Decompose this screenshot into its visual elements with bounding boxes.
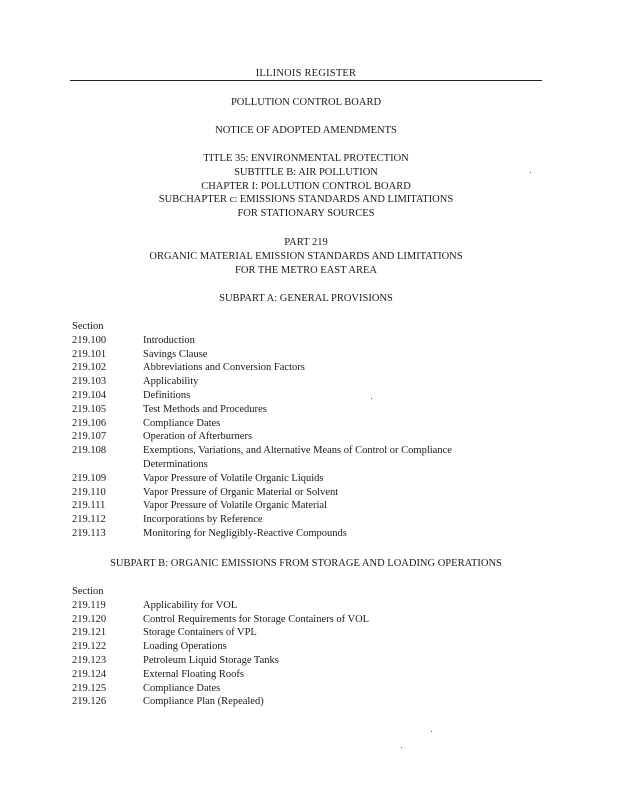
section-number: 219.124 [72,668,107,680]
part-number: PART 219 [284,237,328,248]
title-line: TITLE 35: ENVIRONMENTAL PROTECTION [203,153,409,164]
section-number: 219.109 [72,472,107,484]
section-row [72,513,542,527]
section-row [72,375,542,389]
section-row [72,695,542,709]
section-row [72,361,542,375]
section-title: Savings Clause [143,348,208,360]
subpart-b-section-list [72,585,542,709]
section-row [72,389,542,403]
section-number: 219.107 [72,431,107,443]
section-row [72,417,542,431]
section-label: Section [72,586,104,597]
section-row [72,682,542,696]
section-row [72,430,542,444]
section-number: 219.122 [72,641,107,653]
section-number: 219.106 [72,417,107,429]
title-heading-block [70,152,542,221]
subchapter-line-1: SUBCHAPTER c: EMISSIONS STANDARDS AND LIMITATIONS [158,194,454,206]
part-title-line-2: FOR THE METRO EAST AREA [235,264,377,276]
section-title: Incorporations by Reference [143,514,263,526]
subchapter-line-2: FOR STATIONARY SOURCES [237,208,375,220]
subtitle-line: SUBTITLE B: AIR POLLUTION [234,166,378,178]
scan-speck [371,398,372,399]
section-title: Compliance Dates [143,682,221,694]
section-number: 219.105 [72,403,107,415]
section-row [72,613,542,627]
section-title: Petroleum Liquid Storage Tanks [143,654,279,666]
section-title: Monitoring for Negligibly-Reactive Compounds [143,527,347,539]
section-title: Vapor Pressure of Organic Material or Solvent [143,486,339,498]
section-number: 219.104 [72,389,107,401]
section-number: 219.103 [72,376,107,388]
section-number: 219.123 [72,654,107,666]
section-number: 219.119 [72,599,106,611]
section-title: Exemptions, Variations, and Alternative Means of Control or Compliance [143,445,452,457]
section-number: 219.126 [72,696,107,708]
subpart-a-rows [72,334,542,541]
section-row [72,640,542,654]
section-row [72,472,542,486]
section-number: 219.101 [72,348,107,360]
section-row [72,444,542,458]
section-title: Introduction [143,334,195,346]
section-number: 219.120 [72,613,107,625]
section-title: Compliance Dates [143,417,221,429]
subpart-a-title: SUBPART A: GENERAL PROVISIONS [219,293,393,304]
section-number: 219.110 [72,486,106,498]
chapter-line: CHAPTER I: POLLUTION CONTROL BOARD [201,180,411,192]
section-title: Compliance Plan (Repealed) [143,696,264,708]
section-row [72,626,542,640]
section-title-continuation: Determinations [143,458,208,470]
subpart-b-title: SUBPART B: ORGANIC EMISSIONS FROM STORAGE AND LOADING OPERATIONS [110,558,502,569]
section-title: Storage Containers of VPL [143,627,257,639]
subpart-a-heading [70,292,542,306]
notice-type: NOTICE OF ADOPTED AMENDMENTS [215,125,397,136]
part-heading-block [70,236,542,277]
section-title: Operation of Afterburners [143,431,253,443]
section-title: Loading Operations [143,641,227,653]
scan-speck [431,731,432,732]
section-title: Test Methods and Procedures [143,403,267,415]
section-row [72,668,542,682]
section-row [72,654,542,668]
section-row [72,348,542,362]
part-title-line-1: ORGANIC MATERIAL EMISSION STANDARDS AND LIMITATIONS [149,250,463,262]
section-row [72,486,542,500]
notice-type-block [70,124,542,138]
section-title: Vapor Pressure of Volatile Organic Liquids [143,472,324,484]
section-number: 219.100 [72,334,107,346]
notice-board [70,96,542,110]
section-row [72,403,542,417]
section-row [72,599,542,613]
section-row [72,527,542,541]
section-number: 219.111 [72,500,106,512]
section-title: External Floating Roofs [143,668,244,680]
section-title: Applicability [143,376,199,388]
scan-speck [401,747,402,748]
section-label: Section [72,321,104,332]
subpart-b-heading [70,557,542,571]
section-title: Vapor Pressure of Volatile Organic Material [143,500,327,512]
section-title: Abbreviations and Conversion Factors [143,362,305,374]
section-number: 219.121 [72,627,107,639]
section-number: 219.102 [72,362,107,374]
section-number: 219.112 [72,514,106,526]
section-row [72,499,542,513]
section-number: 219.125 [72,682,107,694]
board-name: POLLUTION CONTROL BOARD [230,97,382,108]
subpart-a-section-list [72,320,542,541]
subpart-b-rows [72,599,542,709]
scan-speck [530,172,531,173]
section-title: Applicability for VOL [143,599,238,611]
section-row [72,334,542,348]
header-rule [70,80,542,81]
section-number: 219.113 [72,527,106,539]
running-head: ILLINOIS REGISTER [255,68,357,79]
section-title: Definitions [143,389,191,401]
section-title: Control Requirements for Storage Containers of VOL [143,613,370,625]
section-number: 219.108 [72,445,107,457]
